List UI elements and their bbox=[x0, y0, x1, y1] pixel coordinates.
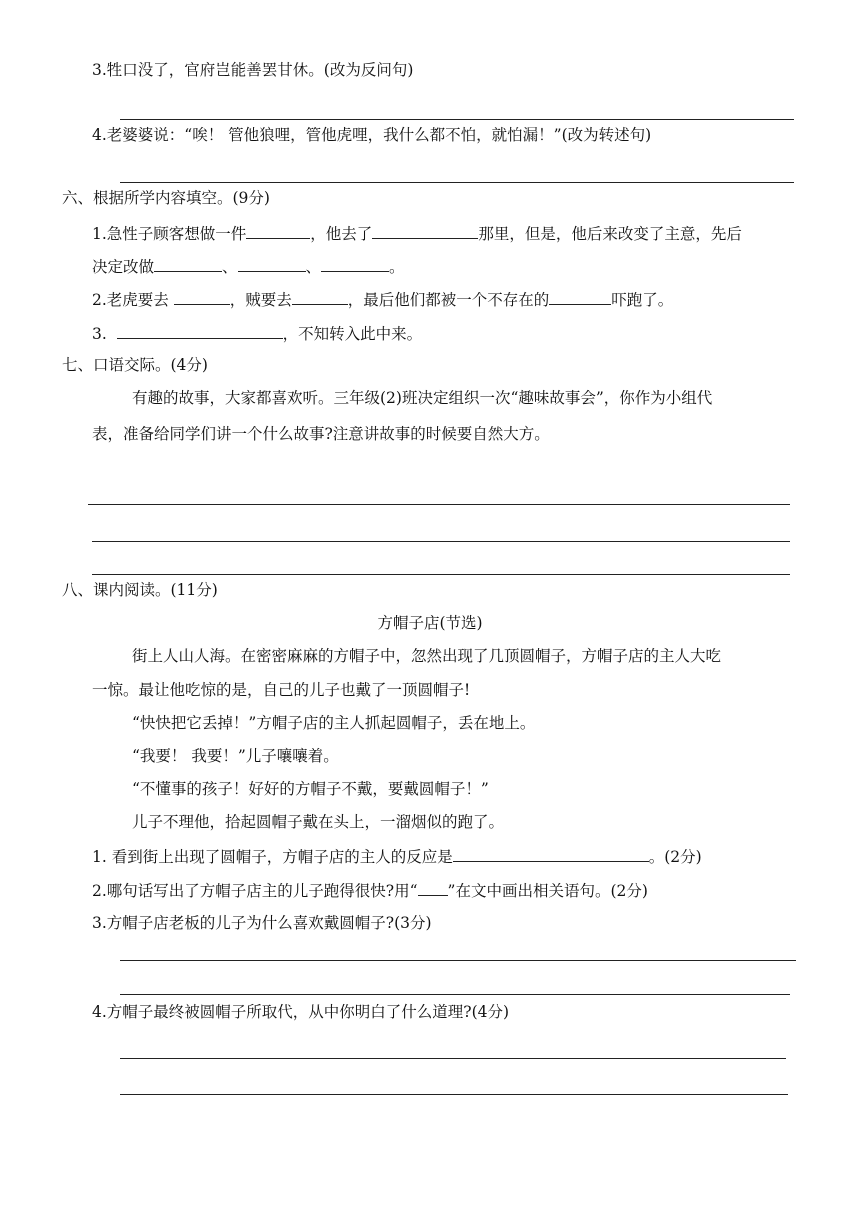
question-6-3 bbox=[92, 322, 422, 344]
fill-blank[interactable] bbox=[453, 845, 649, 862]
answer-line[interactable] bbox=[92, 541, 790, 542]
question-6-2 bbox=[92, 288, 673, 310]
text: 决定改做 bbox=[92, 258, 155, 276]
prompt-line-1: 有趣的故事，大家都喜欢听。三年级(2)班决定组织一次“趣味故事会”，你作为小组代 bbox=[132, 389, 713, 407]
prompt-line-2: 表，准备给同学们讲一个什么故事?注意讲故事的时候要自然大方。 bbox=[92, 425, 550, 443]
question-8-2 bbox=[92, 879, 648, 901]
question-6-1-line1 bbox=[92, 222, 742, 244]
section-6-heading: 六、根据所学内容填空。(9分) bbox=[62, 189, 270, 207]
answer-line[interactable] bbox=[120, 1058, 786, 1059]
fill-blank[interactable] bbox=[246, 222, 310, 239]
passage-title: 方帽子店(节选) bbox=[377, 614, 483, 632]
answer-line[interactable] bbox=[120, 119, 794, 120]
answer-line[interactable] bbox=[92, 574, 790, 575]
answer-line[interactable] bbox=[120, 960, 796, 961]
question-6-1-line2 bbox=[92, 255, 405, 277]
passage-p1-line2: 一惊。最让他吃惊的是，自己的儿子也戴了一顶圆帽子! bbox=[92, 681, 471, 699]
passage-p5: 儿子不理他，拾起圆帽子戴在头上，一溜烟似的跑了。 bbox=[132, 813, 505, 831]
text: 、 bbox=[222, 258, 238, 276]
text: 2.老虎要去 bbox=[92, 291, 169, 309]
fill-blank[interactable] bbox=[174, 288, 230, 305]
text: 1.急性子顾客想做一件 bbox=[92, 225, 247, 243]
text: 、 bbox=[305, 258, 322, 276]
text: 那里，但是，他后来改变了主意，先后 bbox=[478, 225, 742, 243]
section-8-heading: 八、课内阅读。(11分) bbox=[62, 581, 218, 599]
fill-blank[interactable] bbox=[117, 322, 283, 339]
text: 。(2分) bbox=[648, 848, 702, 866]
text: ，他去了 bbox=[310, 225, 373, 243]
fill-blank[interactable] bbox=[372, 222, 478, 239]
fill-blank[interactable] bbox=[238, 255, 306, 272]
question-5-3: 3.牲口没了，官府岂能善罢甘休。(改为反问句) bbox=[92, 61, 414, 79]
answer-line[interactable] bbox=[120, 994, 790, 995]
answer-line[interactable] bbox=[120, 1094, 788, 1095]
fill-blank[interactable] bbox=[292, 288, 348, 305]
section-7-heading: 七、口语交际。(4分) bbox=[62, 356, 208, 374]
question-8-3: 3.方帽子店老板的儿子为什么喜欢戴圆帽子?(3分) bbox=[92, 914, 432, 932]
passage-p4: “不懂事的孩子！好好的方帽子不戴，要戴圆帽子！” bbox=[132, 780, 489, 798]
text: ”在文中画出相关语句。(2分) bbox=[447, 882, 648, 900]
text: 1. 看到街上出现了圆帽子，方帽子店的主人的反应是 bbox=[92, 848, 453, 866]
passage-p2: “快快把它丢掉！”方帽子店的主人抓起圆帽子，丢在地上。 bbox=[132, 714, 536, 732]
fill-blank[interactable] bbox=[154, 255, 222, 272]
passage-p1-line1: 街上人山人海。在密密麻麻的方帽子中，忽然出现了几顶圆帽子，方帽子店的主人大吃 bbox=[132, 647, 722, 665]
underline-sample bbox=[418, 879, 448, 896]
passage-p3: “我要！ 我要！”儿子嚷嚷着。 bbox=[132, 747, 339, 765]
fill-blank[interactable] bbox=[549, 288, 611, 305]
text: ，贼要去 bbox=[229, 291, 292, 309]
question-8-4: 4.方帽子最终被圆帽子所取代，从中你明白了什么道理?(4分) bbox=[92, 1003, 510, 1021]
text: 3. bbox=[92, 325, 107, 343]
fill-blank[interactable] bbox=[321, 255, 389, 272]
text: ，最后他们都被一个不存在的 bbox=[347, 291, 550, 309]
answer-line[interactable] bbox=[88, 504, 790, 505]
text: 。 bbox=[389, 258, 405, 276]
question-8-1 bbox=[92, 845, 702, 867]
text: 2.哪句话写出了方帽子店主的儿子跑得很快?用“ bbox=[92, 882, 418, 900]
question-5-4: 4.老婆婆说：“唉！ 管他狼哩，管他虎哩，我什么都不怕，就怕漏！”(改为转述句) bbox=[92, 126, 652, 144]
text: ，不知转入此中来。 bbox=[282, 325, 423, 343]
answer-line[interactable] bbox=[120, 182, 794, 183]
text: 吓跑了。 bbox=[611, 291, 674, 309]
